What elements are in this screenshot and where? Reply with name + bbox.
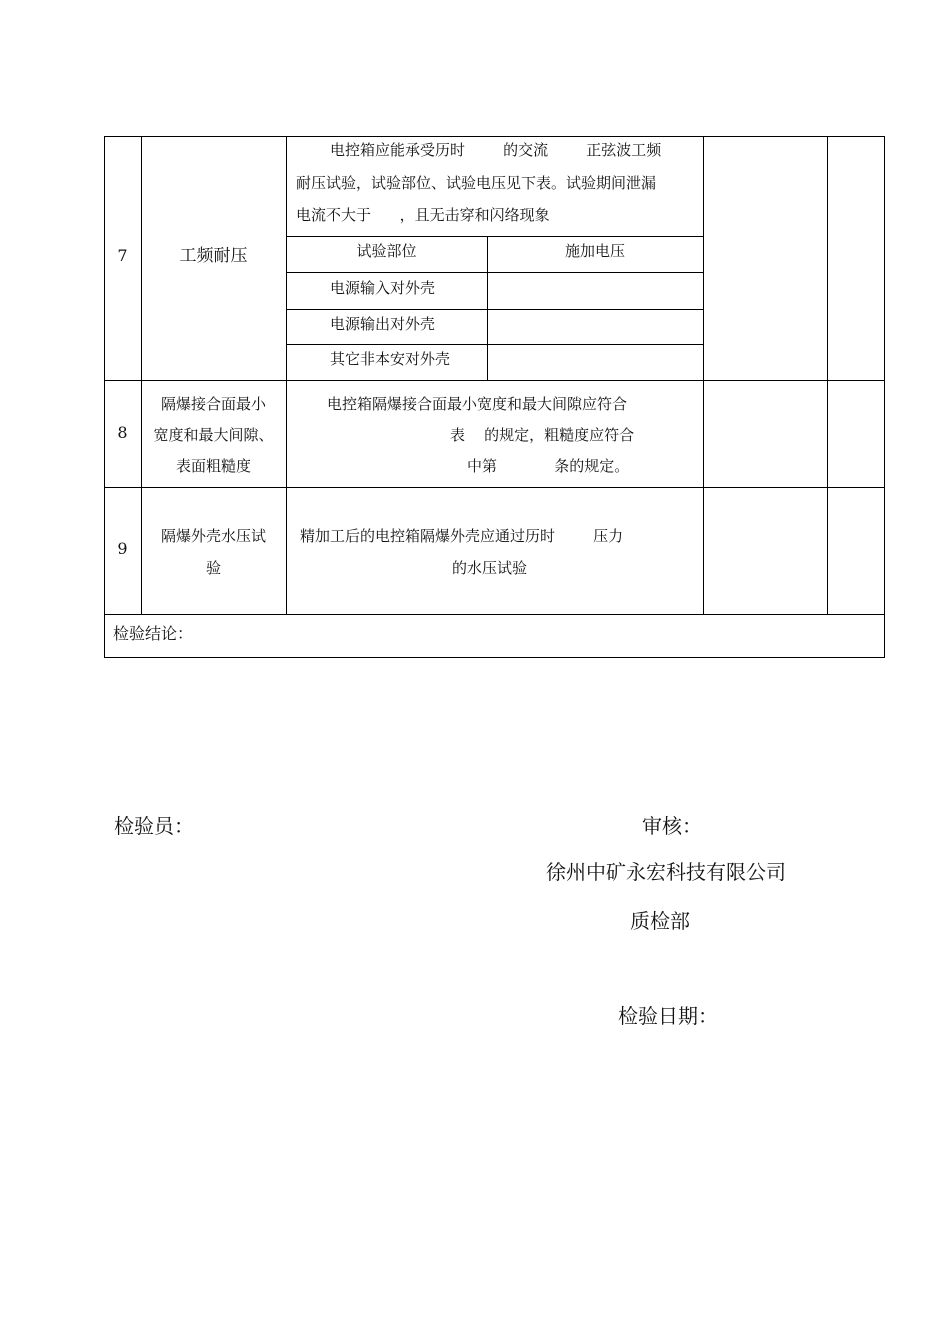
company-name: 徐州中矿永宏科技有限公司 xyxy=(546,860,786,884)
subtable-cell: 电源输入对外壳 xyxy=(330,279,436,297)
department-name: 质检部 xyxy=(630,909,690,933)
row-number: 7 xyxy=(117,246,128,265)
item-name: 隔爆外壳水压试 xyxy=(160,527,266,545)
requirement-line: 电控箱应能承受历时 的交流 正弦波工频 xyxy=(330,141,662,159)
item-name: 宽度和最大间隙、 xyxy=(153,426,274,444)
row-number: 9 xyxy=(117,539,128,558)
row-number: 8 xyxy=(117,423,128,442)
inspection-date-label: 检验日期： xyxy=(618,1004,718,1028)
subtable-header-part: 试验部位 xyxy=(356,242,417,260)
item-name: 验 xyxy=(205,559,221,577)
item-name: 隔爆接合面最小 xyxy=(160,395,266,413)
requirement-line: 电流不大于 ，且无击穿和闪络现象 xyxy=(296,206,550,224)
requirement-line: 中第 条的规定。 xyxy=(467,457,630,475)
subtable-header-voltage: 施加电压 xyxy=(564,242,625,260)
item-name: 工频耐压 xyxy=(179,246,248,266)
requirement-line: 精加工后的电控箱隔爆外壳应通过历时 压力 xyxy=(300,527,624,545)
inspector-label: 检验员： xyxy=(114,814,194,838)
requirement-line: 耐压试验，试验部位、试验电压见下表。试验期间泄漏 xyxy=(296,174,657,192)
requirement-line: 的水压试验 xyxy=(452,559,528,577)
requirement-line: 表 的规定，粗糙度应符合 xyxy=(450,426,635,444)
item-name: 表面粗糙度 xyxy=(175,457,251,475)
reviewer-label: 审核： xyxy=(642,814,702,838)
subtable-cell: 其它非本安对外壳 xyxy=(330,350,451,368)
subtable-cell: 电源输出对外壳 xyxy=(330,315,436,333)
requirement-line: 电控箱隔爆接合面最小宽度和最大间隙应符合 xyxy=(327,395,628,413)
conclusion-label: 检验结论： xyxy=(113,624,194,643)
